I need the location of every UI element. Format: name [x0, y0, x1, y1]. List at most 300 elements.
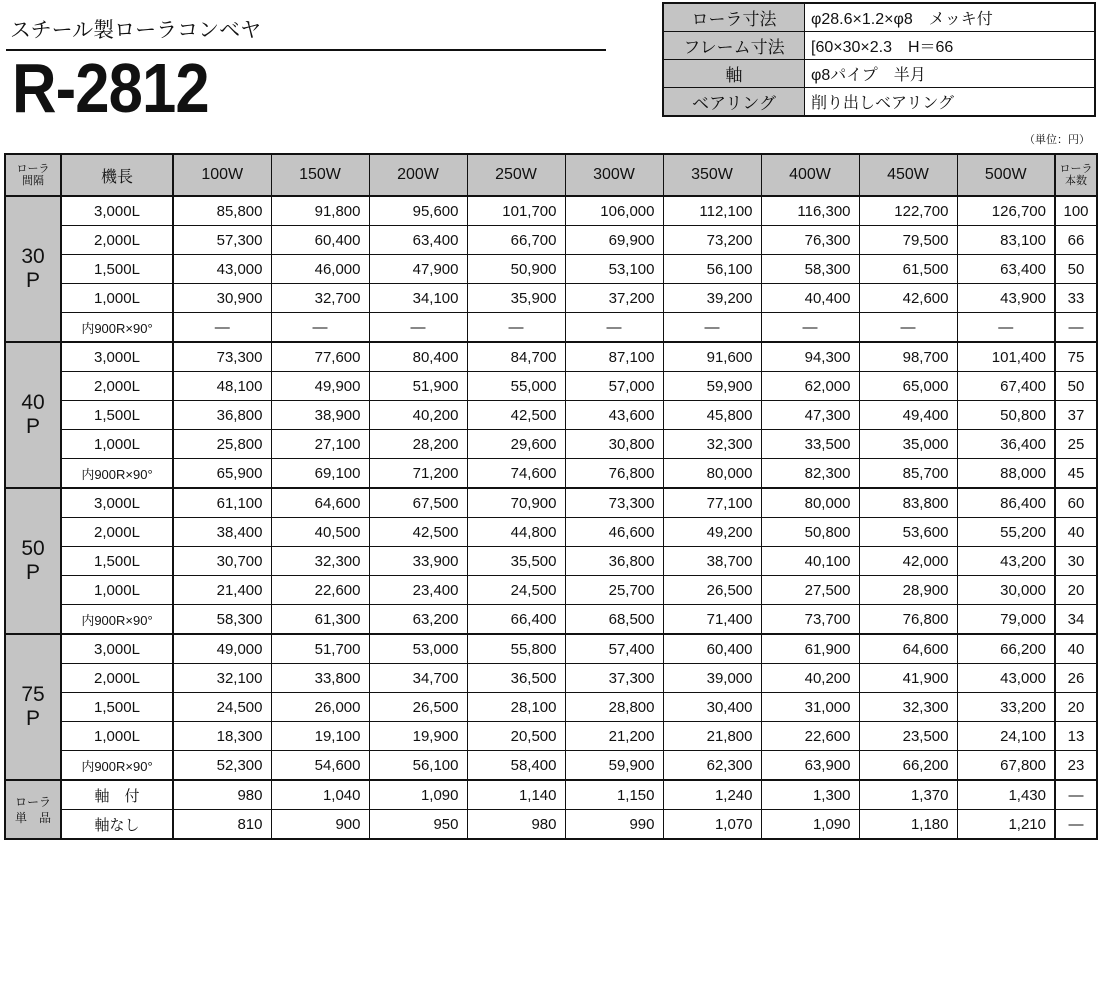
price-cell: 38,400	[173, 518, 271, 547]
price-cell: 19,900	[369, 722, 467, 751]
price-cell: 1,070	[663, 810, 761, 840]
spec-key: ベアリング	[663, 88, 805, 117]
header-width-350: 350W	[663, 154, 761, 196]
price-cell: 80,000	[761, 488, 859, 518]
price-cell: 32,300	[859, 693, 957, 722]
price-cell: 101,700	[467, 196, 565, 226]
price-cell: 80,000	[663, 459, 761, 489]
table-row	[5, 605, 1097, 635]
price-cell: 33,800	[271, 664, 369, 693]
price-cell: 32,300	[271, 547, 369, 576]
price-cell: 70,900	[467, 488, 565, 518]
price-cell: 21,400	[173, 576, 271, 605]
price-cell: 56,100	[369, 751, 467, 781]
price-cell: 74,600	[467, 459, 565, 489]
roller-count-cell: 50	[1055, 255, 1097, 284]
price-cell: 52,300	[173, 751, 271, 781]
price-cell: —	[957, 313, 1055, 343]
table-row	[5, 226, 1097, 255]
price-cell: 30,000	[957, 576, 1055, 605]
price-cell: 63,400	[957, 255, 1055, 284]
roller-pitch-cell	[5, 196, 61, 342]
length-cell: 1,500L	[61, 401, 173, 430]
price-cell: 33,200	[957, 693, 1055, 722]
price-cell: 53,100	[565, 255, 663, 284]
header-roller-pitch	[5, 154, 61, 196]
table-row	[5, 751, 1097, 781]
price-cell: 33,500	[761, 430, 859, 459]
roller-pitch-unit: P	[25, 269, 40, 292]
spec-key: 軸	[663, 60, 805, 88]
price-cell: 1,210	[957, 810, 1055, 840]
price-cell: 29,600	[467, 430, 565, 459]
price-cell: 77,600	[271, 342, 369, 372]
header-length: 機長	[61, 154, 173, 196]
price-cell: 810	[173, 810, 271, 840]
price-cell: —	[859, 313, 957, 343]
price-table-header	[5, 154, 1097, 196]
model-number: R-2812	[12, 49, 209, 127]
price-cell: 106,000	[565, 196, 663, 226]
price-cell: 43,000	[173, 255, 271, 284]
price-cell: 38,700	[663, 547, 761, 576]
length-cell: 1,500L	[61, 255, 173, 284]
price-cell: 85,800	[173, 196, 271, 226]
price-cell: 31,000	[761, 693, 859, 722]
price-cell: 35,900	[467, 284, 565, 313]
price-cell: 36,800	[565, 547, 663, 576]
price-cell: 26,000	[271, 693, 369, 722]
price-cell: 36,800	[173, 401, 271, 430]
price-cell: —	[271, 313, 369, 343]
price-cell: 42,000	[859, 547, 957, 576]
table-row	[5, 342, 1097, 372]
table-row	[5, 693, 1097, 722]
price-cell: 46,600	[565, 518, 663, 547]
price-cell: 26,500	[369, 693, 467, 722]
price-cell: 95,600	[369, 196, 467, 226]
price-cell: 59,900	[565, 751, 663, 781]
price-cell: 49,000	[173, 634, 271, 664]
length-cell: 1,000L	[61, 430, 173, 459]
price-cell: 1,300	[761, 780, 859, 810]
table-row	[5, 780, 1097, 810]
header-width-200: 200W	[369, 154, 467, 196]
length-cell: 1,000L	[61, 722, 173, 751]
price-cell: —	[761, 313, 859, 343]
price-cell: 27,500	[761, 576, 859, 605]
price-cell: 950	[369, 810, 467, 840]
spec-key: ローラ寸法	[663, 3, 805, 32]
price-cell: 67,400	[957, 372, 1055, 401]
price-cell: 49,900	[271, 372, 369, 401]
price-cell: 79,500	[859, 226, 957, 255]
price-cell: 60,400	[271, 226, 369, 255]
header-width-100: 100W	[173, 154, 271, 196]
price-cell: 79,000	[957, 605, 1055, 635]
price-cell: 28,200	[369, 430, 467, 459]
price-cell: 63,900	[761, 751, 859, 781]
price-cell: 40,100	[761, 547, 859, 576]
length-cell: 2,000L	[61, 664, 173, 693]
spec-key: フレーム寸法	[663, 32, 805, 60]
price-cell: 49,200	[663, 518, 761, 547]
price-cell: 50,800	[957, 401, 1055, 430]
price-cell: 21,200	[565, 722, 663, 751]
price-cell: 40,500	[271, 518, 369, 547]
roller-pitch-number: 40	[21, 391, 45, 414]
length-cell: 2,000L	[61, 372, 173, 401]
roller-count-cell: —	[1055, 780, 1097, 810]
price-cell: 57,000	[565, 372, 663, 401]
price-cell: —	[173, 313, 271, 343]
shaft-type-cell: 軸なし	[61, 810, 173, 840]
table-row	[5, 430, 1097, 459]
price-cell: 83,100	[957, 226, 1055, 255]
table-row	[5, 313, 1097, 343]
price-cell: 55,200	[957, 518, 1055, 547]
spec-value: 削り出しベアリング	[805, 88, 1096, 117]
price-cell: 66,200	[859, 751, 957, 781]
price-cell: 66,700	[467, 226, 565, 255]
roller-count-cell: 40	[1055, 634, 1097, 664]
price-cell: 43,600	[565, 401, 663, 430]
table-row	[5, 547, 1097, 576]
price-cell: 39,200	[663, 284, 761, 313]
price-cell: 37,200	[565, 284, 663, 313]
price-cell: 23,500	[859, 722, 957, 751]
price-cell: —	[663, 313, 761, 343]
price-cell: 37,300	[565, 664, 663, 693]
price-cell: 82,300	[761, 459, 859, 489]
price-cell: 980	[467, 810, 565, 840]
length-cell: 内900R×90°	[61, 751, 173, 781]
price-cell: 22,600	[761, 722, 859, 751]
roller-pitch-cell	[5, 634, 61, 780]
roller-count-cell: 75	[1055, 342, 1097, 372]
price-cell: 32,300	[663, 430, 761, 459]
price-cell: 73,300	[173, 342, 271, 372]
roller-pitch-cell	[5, 342, 61, 488]
table-row	[5, 810, 1097, 840]
table-row	[5, 284, 1097, 313]
spec-value: φ8パイプ 半月	[805, 60, 1096, 88]
price-cell: 24,500	[173, 693, 271, 722]
price-cell: 94,300	[761, 342, 859, 372]
length-cell: 1,500L	[61, 693, 173, 722]
length-cell: 内900R×90°	[61, 459, 173, 489]
table-row	[5, 196, 1097, 226]
spec-value: φ28.6×1.2×φ8 メッキ付	[805, 3, 1096, 32]
price-cell: 51,900	[369, 372, 467, 401]
roller-count-cell: 30	[1055, 547, 1097, 576]
price-cell: 20,500	[467, 722, 565, 751]
price-cell: 39,000	[663, 664, 761, 693]
price-cell: 1,370	[859, 780, 957, 810]
price-cell: 44,800	[467, 518, 565, 547]
price-cell: 57,400	[565, 634, 663, 664]
price-cell: 51,700	[271, 634, 369, 664]
price-cell: 34,100	[369, 284, 467, 313]
price-cell: —	[369, 313, 467, 343]
price-cell: 59,900	[663, 372, 761, 401]
price-cell: 122,700	[859, 196, 957, 226]
roller-count-cell: —	[1055, 810, 1097, 840]
price-cell: 58,400	[467, 751, 565, 781]
price-cell: 40,200	[369, 401, 467, 430]
price-table	[4, 153, 1098, 840]
table-row	[5, 255, 1097, 284]
price-cell: 1,430	[957, 780, 1055, 810]
price-cell: 32,100	[173, 664, 271, 693]
price-cell: 47,300	[761, 401, 859, 430]
price-cell: 33,900	[369, 547, 467, 576]
price-cell: 25,800	[173, 430, 271, 459]
roller-single-line2: 単 品	[14, 810, 51, 825]
price-cell: 1,240	[663, 780, 761, 810]
spec-row	[663, 60, 1095, 88]
length-cell: 2,000L	[61, 226, 173, 255]
price-cell: 1,090	[761, 810, 859, 840]
length-cell: 3,000L	[61, 634, 173, 664]
price-cell: 65,900	[173, 459, 271, 489]
roller-count-cell: 23	[1055, 751, 1097, 781]
price-cell: 30,900	[173, 284, 271, 313]
product-subtitle: スチール製ローラコンベヤ	[10, 19, 262, 42]
price-cell: —	[467, 313, 565, 343]
roller-count-cell: 45	[1055, 459, 1097, 489]
price-cell: 69,900	[565, 226, 663, 255]
header-roller-count-line2: 本数	[1065, 175, 1087, 187]
price-cell: 91,600	[663, 342, 761, 372]
price-cell: 76,800	[859, 605, 957, 635]
price-cell: 61,500	[859, 255, 957, 284]
header-roller-count-line1: ローラ	[1059, 163, 1093, 175]
table-row	[5, 722, 1097, 751]
price-cell: 50,900	[467, 255, 565, 284]
price-cell: 45,800	[663, 401, 761, 430]
price-cell: 63,200	[369, 605, 467, 635]
roller-pitch-unit: P	[25, 561, 40, 584]
price-cell: 40,200	[761, 664, 859, 693]
length-cell: 1,000L	[61, 576, 173, 605]
roller-pitch-cell	[5, 488, 61, 634]
price-cell: 23,400	[369, 576, 467, 605]
roller-count-cell: —	[1055, 313, 1097, 343]
spec-value: [60×30×2.3 H＝66	[805, 32, 1096, 60]
price-cell: 64,600	[859, 634, 957, 664]
price-cell: 28,900	[859, 576, 957, 605]
table-row	[5, 518, 1097, 547]
spec-table	[662, 2, 1096, 117]
roller-count-cell: 25	[1055, 430, 1097, 459]
unit-note: （単位：円）	[1024, 134, 1090, 146]
price-cell: 69,100	[271, 459, 369, 489]
price-cell: 54,600	[271, 751, 369, 781]
roller-pitch-unit: P	[25, 707, 40, 730]
price-cell: —	[565, 313, 663, 343]
price-cell: 36,500	[467, 664, 565, 693]
roller-count-cell: 13	[1055, 722, 1097, 751]
table-row	[5, 488, 1097, 518]
price-cell: 1,040	[271, 780, 369, 810]
price-cell: 86,400	[957, 488, 1055, 518]
price-cell: 77,100	[663, 488, 761, 518]
price-cell: 49,400	[859, 401, 957, 430]
length-cell: 3,000L	[61, 488, 173, 518]
price-cell: 24,500	[467, 576, 565, 605]
price-cell: 28,800	[565, 693, 663, 722]
price-cell: 48,100	[173, 372, 271, 401]
price-cell: 30,700	[173, 547, 271, 576]
length-cell: 1,000L	[61, 284, 173, 313]
price-cell: 1,180	[859, 810, 957, 840]
price-cell: 76,300	[761, 226, 859, 255]
roller-count-cell: 60	[1055, 488, 1097, 518]
spec-row	[663, 88, 1095, 117]
price-cell: 41,900	[859, 664, 957, 693]
price-cell: 91,800	[271, 196, 369, 226]
roller-count-cell: 100	[1055, 196, 1097, 226]
price-cell: 22,600	[271, 576, 369, 605]
table-row	[5, 634, 1097, 664]
price-cell: 61,300	[271, 605, 369, 635]
roller-pitch-unit: P	[25, 415, 40, 438]
price-cell: 88,000	[957, 459, 1055, 489]
price-cell: 35,500	[467, 547, 565, 576]
price-cell: 900	[271, 810, 369, 840]
price-cell: 35,000	[859, 430, 957, 459]
header-width-400: 400W	[761, 154, 859, 196]
price-cell: 36,400	[957, 430, 1055, 459]
price-cell: 66,200	[957, 634, 1055, 664]
price-cell: 34,700	[369, 664, 467, 693]
roller-count-cell: 50	[1055, 372, 1097, 401]
price-cell: 60,400	[663, 634, 761, 664]
price-cell: 71,200	[369, 459, 467, 489]
roller-count-cell: 37	[1055, 401, 1097, 430]
roller-count-cell: 40	[1055, 518, 1097, 547]
price-cell: 53,000	[369, 634, 467, 664]
price-cell: 46,000	[271, 255, 369, 284]
roller-count-cell: 34	[1055, 605, 1097, 635]
price-cell: 1,150	[565, 780, 663, 810]
table-row	[5, 372, 1097, 401]
shaft-type-cell: 軸 付	[61, 780, 173, 810]
price-cell: 19,100	[271, 722, 369, 751]
table-row	[5, 401, 1097, 430]
price-cell: 62,000	[761, 372, 859, 401]
price-cell: 38,900	[271, 401, 369, 430]
price-cell: 47,900	[369, 255, 467, 284]
price-cell: 71,400	[663, 605, 761, 635]
price-cell: 980	[173, 780, 271, 810]
roller-count-cell: 33	[1055, 284, 1097, 313]
roller-pitch-number: 50	[21, 537, 45, 560]
header-width-500: 500W	[957, 154, 1055, 196]
price-cell: 58,300	[173, 605, 271, 635]
price-cell: 18,300	[173, 722, 271, 751]
roller-single-label	[5, 780, 61, 839]
price-cell: 101,400	[957, 342, 1055, 372]
price-cell: 112,100	[663, 196, 761, 226]
price-cell: 76,800	[565, 459, 663, 489]
price-cell: 85,700	[859, 459, 957, 489]
length-cell: 内900R×90°	[61, 313, 173, 343]
table-row	[5, 576, 1097, 605]
price-cell: 43,200	[957, 547, 1055, 576]
price-cell: 42,600	[859, 284, 957, 313]
price-cell: 80,400	[369, 342, 467, 372]
price-cell: 28,100	[467, 693, 565, 722]
price-cell: 126,700	[957, 196, 1055, 226]
header-width-300: 300W	[565, 154, 663, 196]
price-cell: 62,300	[663, 751, 761, 781]
price-cell: 84,700	[467, 342, 565, 372]
length-cell: 1,500L	[61, 547, 173, 576]
header-roller-pitch-line2: 間隔	[22, 175, 44, 187]
price-cell: 73,200	[663, 226, 761, 255]
price-cell: 1,140	[467, 780, 565, 810]
price-cell: 66,400	[467, 605, 565, 635]
price-cell: 25,700	[565, 576, 663, 605]
price-cell: 990	[565, 810, 663, 840]
header-roller-pitch-line1: ローラ	[16, 163, 50, 175]
price-cell: 57,300	[173, 226, 271, 255]
price-cell: 26,500	[663, 576, 761, 605]
price-cell: 40,400	[761, 284, 859, 313]
length-cell: 3,000L	[61, 342, 173, 372]
price-cell: 87,100	[565, 342, 663, 372]
length-cell: 内900R×90°	[61, 605, 173, 635]
price-cell: 58,300	[761, 255, 859, 284]
price-cell: 32,700	[271, 284, 369, 313]
price-cell: 67,800	[957, 751, 1055, 781]
price-cell: 53,600	[859, 518, 957, 547]
price-cell: 116,300	[761, 196, 859, 226]
table-row	[5, 459, 1097, 489]
price-cell: 56,100	[663, 255, 761, 284]
price-cell: 63,400	[369, 226, 467, 255]
table-row	[5, 664, 1097, 693]
price-cell: 50,800	[761, 518, 859, 547]
price-cell: 73,700	[761, 605, 859, 635]
roller-count-cell: 66	[1055, 226, 1097, 255]
price-cell: 30,800	[565, 430, 663, 459]
price-cell: 98,700	[859, 342, 957, 372]
price-cell: 64,600	[271, 488, 369, 518]
price-cell: 68,500	[565, 605, 663, 635]
roller-pitch-number: 75	[21, 683, 45, 706]
price-cell: 24,100	[957, 722, 1055, 751]
price-cell: 30,400	[663, 693, 761, 722]
price-cell: 67,500	[369, 488, 467, 518]
price-cell: 43,900	[957, 284, 1055, 313]
header-roller-count	[1055, 154, 1097, 196]
spec-row	[663, 3, 1095, 32]
price-cell: 65,000	[859, 372, 957, 401]
price-cell: 1,090	[369, 780, 467, 810]
price-cell: 55,800	[467, 634, 565, 664]
roller-count-cell: 20	[1055, 693, 1097, 722]
header-width-150: 150W	[271, 154, 369, 196]
price-cell: 43,000	[957, 664, 1055, 693]
price-cell: 55,000	[467, 372, 565, 401]
roller-single-line1: ローラ	[14, 794, 51, 809]
price-cell: 83,800	[859, 488, 957, 518]
price-cell: 42,500	[467, 401, 565, 430]
header-width-250: 250W	[467, 154, 565, 196]
